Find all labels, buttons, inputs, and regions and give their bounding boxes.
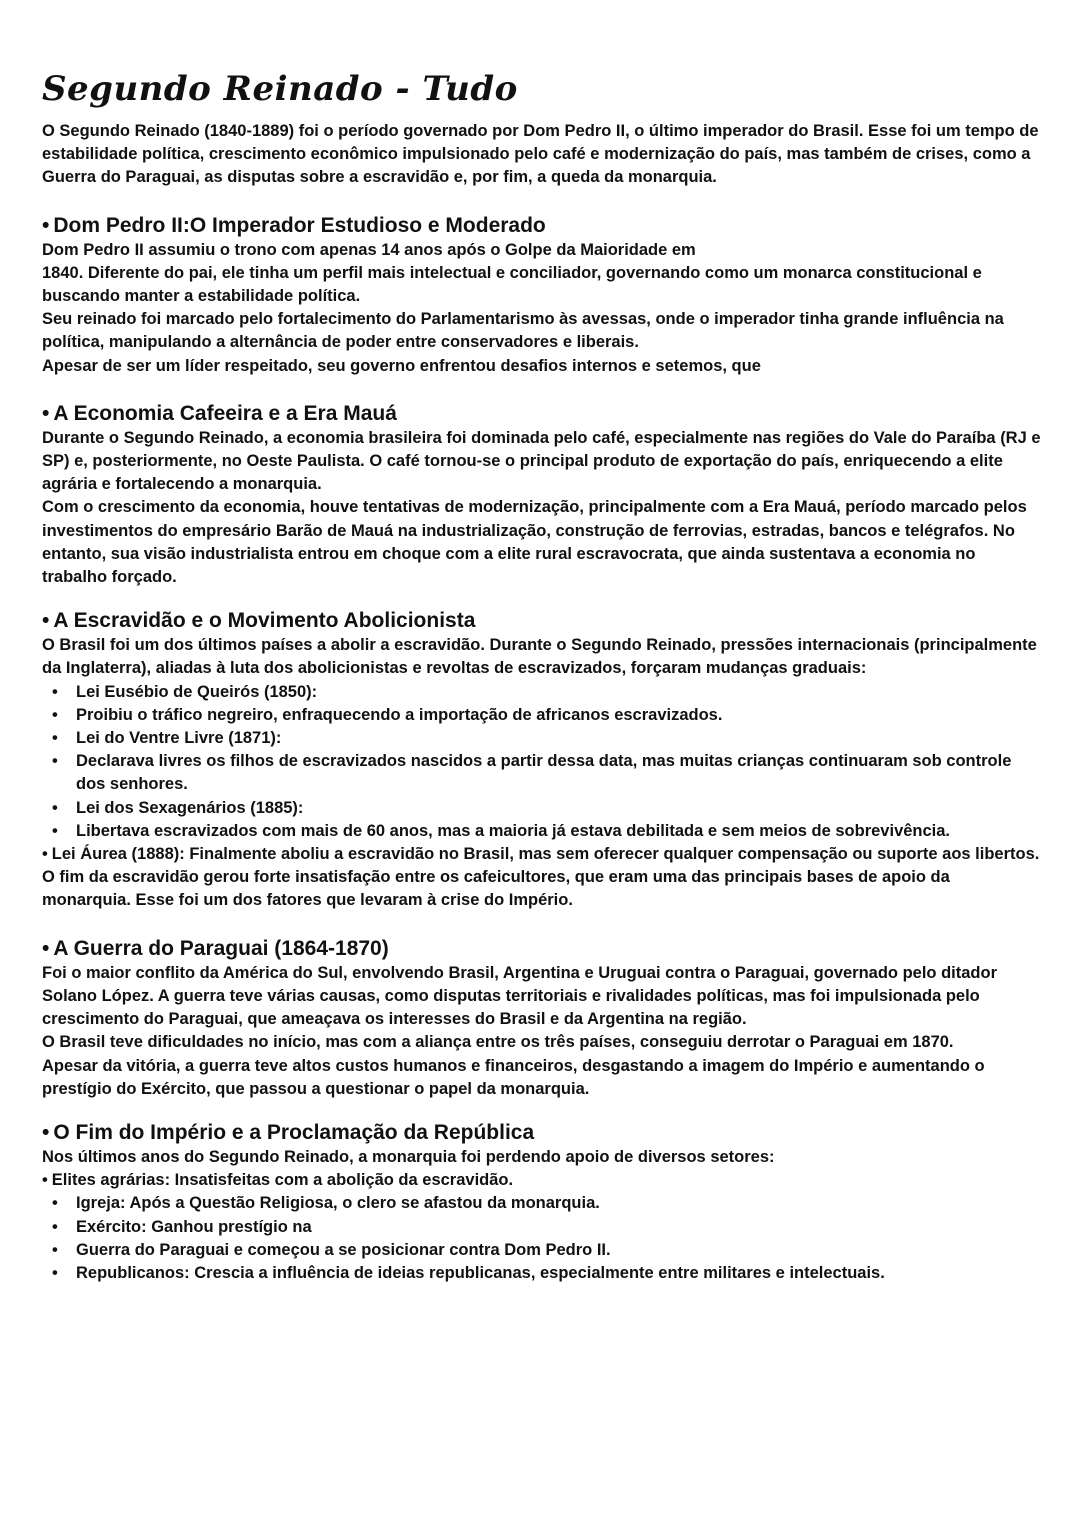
bullet-icon: • — [42, 936, 50, 960]
section-dom-pedro — [42, 212, 1042, 378]
paragraph — [42, 1169, 1042, 1192]
bullet-icon: • — [42, 845, 48, 864]
lei-aurea-text: Lei Áurea (1888): Finalmente aboliu a escravidão no Brasil, mas sem oferecer qualquer compensação ou suporte aos libertos. — [51, 845, 1040, 864]
law-list — [42, 681, 1042, 843]
list-item: • Igreja: Após a Questão Religiosa, o clero se afastou da monarquia. — [42, 1192, 1042, 1215]
section-heading-text: A Economia Cafeeira e a Era Mauá — [53, 401, 397, 425]
section-heading-text: Dom Pedro II:O Imperador Estudioso e Moderado — [53, 213, 546, 237]
list-item: • Lei do Ventre Livre (1871): — [42, 727, 1042, 750]
document-page — [42, 66, 1042, 1285]
section-heading — [42, 935, 1042, 962]
paragraph: O fim da escravidão gerou forte insatisfação entre os cafeicultores, que eram uma das principais bases de apoio da monarquia. Esse foi um dos fatores que levaram à crise do Império. — [42, 868, 950, 910]
sector-list — [42, 1192, 1042, 1285]
list-item: • Libertava escravizados com mais de 60 anos, mas a maioria já estava debilitada e sem meios de sobrevivência. — [42, 820, 1042, 843]
paragraph: Foi o maior conflito da América do Sul, envolvendo Brasil, Argentina e Uruguai contra o Paraguai, governado pelo ditador — [42, 963, 998, 982]
paragraph: Nos últimos anos do Segundo Reinado, a monarquia foi perdendo apoio de diversos setores: — [42, 1147, 775, 1166]
section-guerra — [42, 935, 1042, 1101]
list-item: • Republicanos: Crescia a influência de ideias republicanas, especialmente entre militares e intelectuais. — [42, 1262, 1042, 1285]
section-escravidao — [42, 607, 1042, 912]
paragraph — [42, 843, 1042, 866]
list-item: • Lei Eusébio de Queirós (1850): — [42, 681, 1042, 704]
paragraph: Apesar da vitória, a guerra teve altos custos humanos e financeiros, desgastando a imagem do Império e aumentando o prestígio do Exército, que passou a questionar o papel da monarquia. — [42, 1056, 985, 1098]
elites-text: Elites agrárias: Insatisfeitas com a abolição da escravidão. — [51, 1171, 514, 1190]
section-heading — [42, 400, 1042, 427]
bullet-icon: • — [42, 401, 50, 425]
list-item: • Declarava livres os filhos de escravizados nascidos a partir dessa data, mas muitas crianças continuaram sob controle dos senhores. — [42, 750, 1042, 796]
paragraph: O Brasil foi um dos últimos países a abolir a escravidão. Durante o Segundo Reinado, pressões internacionais (principalmente da Inglaterra), aliadas à luta dos abolicionistas e revoltas de escravizados, forçaram mudanças graduais: — [42, 636, 1037, 678]
paragraph: O Brasil teve dificuldades no início, mas com a aliança entre os três países, conseguiu derrotar o Paraguai em 1870. — [42, 1033, 954, 1052]
paragraph: Apesar de ser um líder respeitado, seu governo enfrentou desafios internos e setemos, que — [42, 356, 761, 375]
bullet-icon: • — [42, 1171, 48, 1190]
section-heading — [42, 1119, 1042, 1146]
list-item: • Proibiu o tráfico negreiro, enfraquecendo a importação de africanos escravizados. — [42, 704, 1042, 727]
section-fim-imperio — [42, 1119, 1042, 1285]
paragraph: Com o crescimento da economia, houve tentativas de modernização, principalmente com a Era Mauá, período marcado pelos investimentos do empresário Barão de Mauá na industrialização, construção de ferrovias, estradas, bancos e telégrafos. No entanto, sua visão industrialista entrou em choque com a elite rural escravocrata, que ainda sustentava a economia no trabalho forçado. — [42, 498, 1027, 587]
list-item: • Exército: Ganhou prestígio na — [42, 1216, 1042, 1239]
intro-paragraph: O Segundo Reinado (1840-1889) foi o período governado por Dom Pedro II, o último imperador do Brasil. Esse foi um tempo de estabilidade política, crescimento econômico impulsionado pelo café e modernização do país, mas também de crises, como a Guerra do Paraguai, as disputas sobre a escravidão e, por fim, a queda da monarquia. — [42, 122, 1039, 187]
paragraph: Dom Pedro II assumiu o trono com apenas 14 anos após o Golpe da Maioridade em — [42, 240, 696, 259]
bullet-icon: • — [42, 609, 50, 633]
paragraph: Seu reinado foi marcado pelo fortalecimento do Parlamentarismo às avessas, onde o imperador tinha grande influência na política, manipulando a alternância de poder entre conservadores e liberais. — [42, 310, 1004, 352]
section-heading — [42, 607, 1042, 634]
section-heading-text: O Fim do Império e a Proclamação da República — [53, 1120, 535, 1144]
list-item: • Lei dos Sexagenários (1885): — [42, 797, 1042, 820]
paragraph: 1840. Diferente do pai, ele tinha um perfil mais intelectual e conciliador, governando como um monarca constitucional e buscando manter a estabilidade política. — [42, 263, 982, 306]
page-title: Segundo Reinado - Tudo — [42, 69, 518, 109]
paragraph: Durante o Segundo Reinado, a economia brasileira foi dominada pelo café, especialmente nas regiões do Vale do Paraíba (RJ e SP) e, posteriormente, no Oeste Paulista. O café tornou-se o principal produto de exportação do país, enriquecendo a elite agrária e fortalecendo a monarquia. — [42, 428, 1041, 494]
bullet-icon: • — [42, 213, 50, 237]
bullet-icon: • — [42, 1120, 50, 1144]
list-item: • Guerra do Paraguai e começou a se posicionar contra Dom Pedro II. — [42, 1239, 1042, 1262]
section-economia — [42, 400, 1042, 589]
section-heading — [42, 212, 1042, 239]
section-heading-text: A Escravidão e o Movimento Abolicionista — [53, 609, 476, 633]
paragraph: Solano López. A guerra teve várias causas, como disputas territoriais e rivalidades políticas, mas foi impulsionada pelo crescimento do Paraguai, que ameaçava os interesses do Brasil e da Argentina na região. — [42, 986, 980, 1029]
section-heading-text: A Guerra do Paraguai (1864-1870) — [53, 936, 389, 960]
